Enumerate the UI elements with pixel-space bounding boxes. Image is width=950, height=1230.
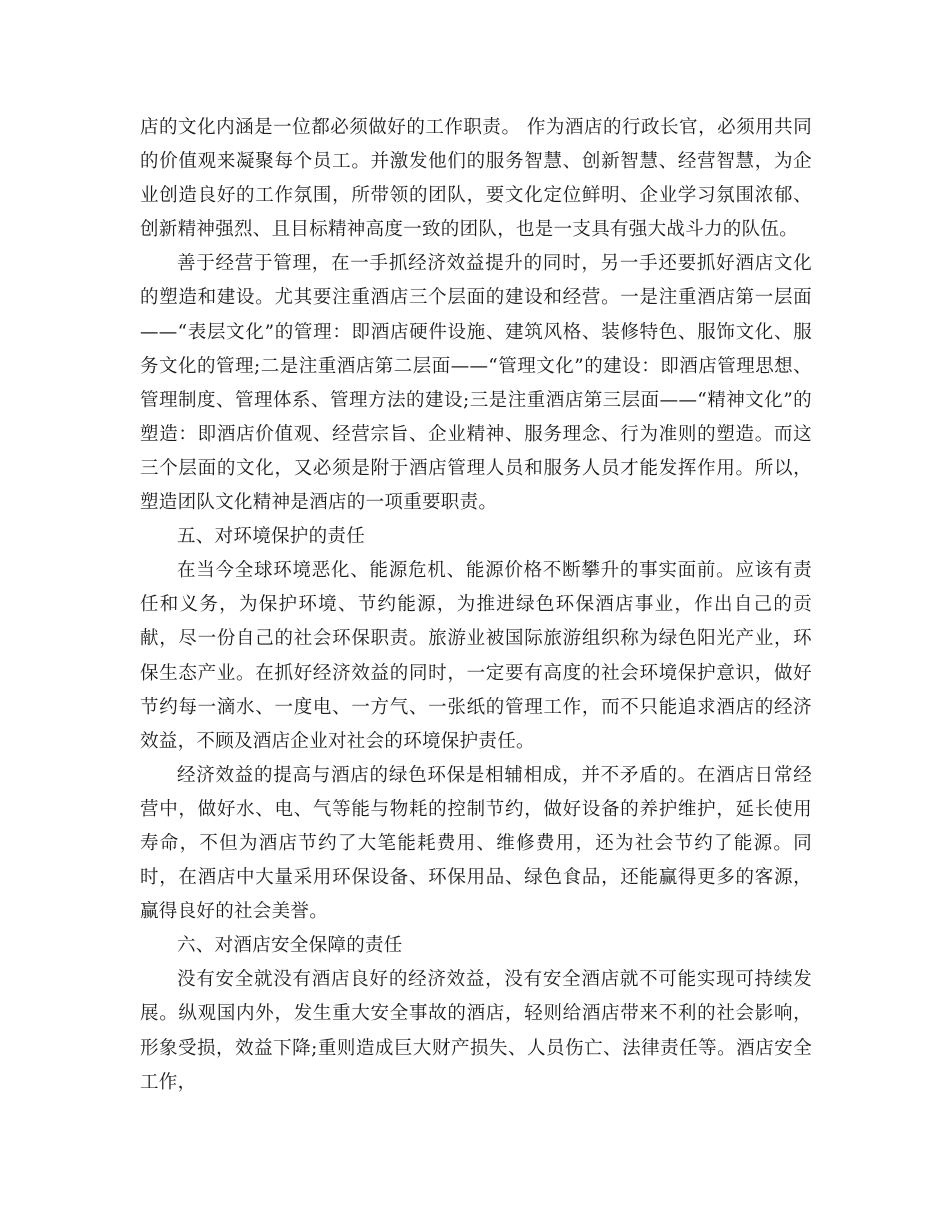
paragraph-green-benefits: 经济效益的提高与酒店的绿色环保是相辅相成，并不矛盾的。在酒店日常经营中，做好水、电、气等能与物耗的控制节约，做好设备的养护维护，延长使用寿命，不但为酒店节约了大笔能耗费用、维修费用，还为社会节约了能源。同时，在酒店中大量采用环保设备、环保用品、绿色食品，还能赢得更多的客源，赢得良好的社会美誉。 [140, 764, 812, 923]
document-body [140, 111, 812, 1100]
paragraph-safety-intro: 没有安全就没有酒店良好的经济效益，没有安全酒店就不可能实现可持续发展。纵观国内外，发生重大安全事故的酒店，轻则给酒店带来不利的社会影响，形象受损，效益下降;重则造成巨大财产损失、人员伤亡、法律责任等。酒店安全工作， [140, 969, 812, 1093]
section-heading-environment: 五、对环境保护的责任 [177, 526, 366, 548]
section-heading-safety: 六、对酒店安全保障的责任 [177, 935, 403, 957]
paragraph-environment-duty: 在当今全球环境恶化、能源危机、能源价格不断攀升的事实面前。应该有责任和义务，为保护环境、节约能源，为推进绿色环保酒店事业，作出自己的贡献，尽一份自己的社会环保职责。旅游业被国际旅游组织称为绿色阳光产业，环保生态产业。在抓好经济效益的同时，一定要有高度的社会环境保护意识，做好节约每一滴水、一度电、一方气、一张纸的管理工作，而不只能追求酒店的经济效益，不顾及酒店企业对社会的环境保护责任。 [140, 560, 812, 752]
paragraph-culture-intro: 店的文化内涵是一位都必须做好的工作职责。 作为酒店的行政长官，必须用共同的价值观来凝聚每个员工。并激发他们的服务智慧、创新智慧、经营智慧，为企业创造良好的工作氛围，所带领的团队，要文化定位鲜明、企业学习氛围浓郁、创新精神强烈、且目标精神高度一致的团队，也是一支具有强大战斗力的队伍。 [140, 117, 812, 241]
paragraph-management-culture: 善于经营于管理，在一手抓经济效益提升的同时，另一手还要抓好酒店文化的塑造和建设。尤其要注重酒店三个层面的建设和经营。一是注重酒店第一层面——“表层文化”的管理：即酒店硬件设施、建筑风格、装修特色、服饰文化、服务文化的管理;二是注重酒店第二层面——“管理文化”的建设：即酒店管理思想、管理制度、管理体系、管理方法的建设;三是注重酒店第三层面——“精神文化”的塑造：即酒店价值观、经营宗旨、企业精神、服务理念、行为准则的塑造。而这三个层面的文化，又必须是附于酒店管理人员和服务人员才能发挥作用。所以，塑造团队文化精神是酒店的一项重要职责。 [140, 253, 812, 514]
